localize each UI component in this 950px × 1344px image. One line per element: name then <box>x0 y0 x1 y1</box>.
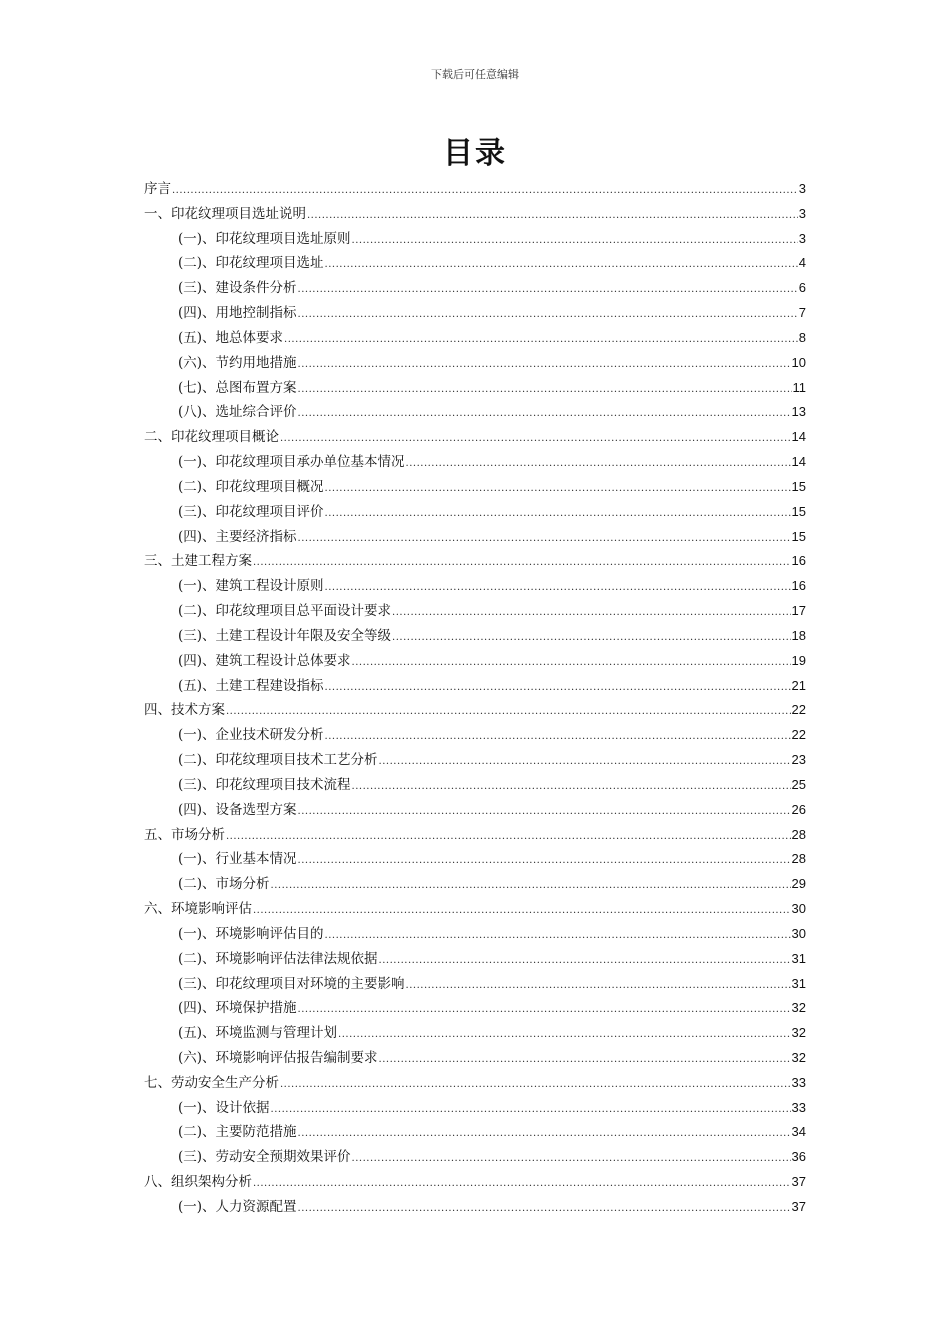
toc-entry[interactable] <box>144 649 806 674</box>
toc-entry[interactable] <box>144 400 806 425</box>
toc-entry-page: 32 <box>791 1049 806 1065</box>
toc-entry-label: (二)、印花纹理项目概况 <box>178 478 324 495</box>
toc-dot-leader <box>352 657 791 668</box>
toc-entry-label: (二)、市场分析 <box>178 876 270 893</box>
toc-entry-page: 16 <box>791 553 806 569</box>
toc-entry-page: 33 <box>791 1074 806 1090</box>
toc-entry[interactable] <box>144 574 806 599</box>
toc-entry-label: 一、印花纹理项目选址说明 <box>144 205 306 222</box>
toc-entry-page: 36 <box>791 1149 806 1165</box>
toc-entry-page: 31 <box>791 975 806 991</box>
toc-entry[interactable] <box>144 351 806 376</box>
toc-dot-leader <box>406 458 791 469</box>
toc-entry-label: (四)、建筑工程设计总体要求 <box>178 652 351 669</box>
toc-entry-label: 三、土建工程方案 <box>144 553 252 570</box>
toc-entry-page: 37 <box>791 1174 806 1190</box>
toc-dot-leader <box>172 185 798 196</box>
toc-dot-leader <box>325 582 791 593</box>
toc-entry-page: 30 <box>791 925 806 941</box>
toc-dot-leader <box>307 210 798 221</box>
toc-dot-leader <box>325 483 791 494</box>
toc-entry-label: 六、环境影响评估 <box>144 901 252 918</box>
toc-entry-page: 19 <box>791 652 806 668</box>
toc-entry[interactable] <box>144 773 806 798</box>
toc-dot-leader <box>379 955 791 966</box>
toc-entry-label: (一)、建筑工程设计原则 <box>178 578 324 595</box>
toc-entry-page: 8 <box>798 329 806 345</box>
toc-entry-page: 15 <box>791 528 806 544</box>
toc-entry-page: 32 <box>791 1025 806 1041</box>
toc-entry-page: 15 <box>791 478 806 494</box>
toc-entry-label: (一)、设计依据 <box>178 1099 270 1116</box>
toc-dot-leader <box>271 1104 791 1115</box>
toc-dot-leader <box>298 806 791 817</box>
toc-entry[interactable] <box>144 227 806 252</box>
toc-entry-label: (一)、印花纹理项目选址原则 <box>178 230 351 247</box>
toc-entry[interactable] <box>144 847 806 872</box>
toc-entry-page: 10 <box>791 354 806 370</box>
toc-entry-page: 14 <box>791 454 806 470</box>
toc-dot-leader <box>406 980 791 991</box>
toc-entry[interactable] <box>144 1071 806 1096</box>
toc-entry-label: (二)、印花纹理项目总平面设计要求 <box>178 603 392 620</box>
toc-entry-page: 33 <box>791 1099 806 1115</box>
toc-dot-leader <box>284 334 798 345</box>
toc-dot-leader <box>379 756 791 767</box>
toc-entry-label: (五)、环境监测与管理计划 <box>178 1025 338 1042</box>
toc-entry-label: (五)、土建工程建设指标 <box>178 677 324 694</box>
toc-entry[interactable] <box>144 500 806 525</box>
toc-entry-label: (二)、印花纹理项目选址 <box>178 255 324 272</box>
toc-entry-page: 18 <box>791 627 806 643</box>
toc-dot-leader <box>325 508 791 519</box>
toc-entry[interactable] <box>144 177 806 202</box>
toc-dot-leader <box>253 1178 791 1189</box>
toc-entry-page: 7 <box>798 305 806 321</box>
toc-dot-leader <box>298 359 791 370</box>
toc-entry[interactable] <box>144 525 806 550</box>
toc-dot-leader <box>392 607 790 618</box>
toc-entry-label: 五、市场分析 <box>144 826 225 843</box>
toc-dot-leader <box>379 1054 791 1065</box>
toc-entry[interactable] <box>144 922 806 947</box>
toc-dot-leader <box>325 930 791 941</box>
toc-entry-page: 28 <box>791 826 806 842</box>
toc-dot-leader <box>298 1203 791 1214</box>
toc-entry[interactable] <box>144 1145 806 1170</box>
toc-entry-page: 28 <box>791 851 806 867</box>
toc-dot-leader <box>298 384 792 395</box>
toc-entry-label: (八)、选址综合评价 <box>178 404 297 421</box>
toc-dot-leader <box>298 855 791 866</box>
toc-dot-leader <box>253 557 791 568</box>
page-title: 目录 <box>443 136 507 171</box>
toc-entry-page: 22 <box>791 702 806 718</box>
toc-entry[interactable] <box>144 823 806 848</box>
toc-entry-page: 14 <box>791 429 806 445</box>
toc-entry-label: (一)、行业基本情况 <box>178 851 297 868</box>
toc-dot-leader <box>352 781 791 792</box>
toc-dot-leader <box>298 1128 791 1139</box>
toc-entry-label: 二、印花纹理项目概论 <box>144 429 279 446</box>
toc-entry[interactable] <box>144 1021 806 1046</box>
toc-entry[interactable] <box>144 599 806 624</box>
toc-entry-page: 15 <box>791 503 806 519</box>
toc-dot-leader <box>280 433 791 444</box>
toc-dot-leader <box>298 309 798 320</box>
toc-entry[interactable] <box>144 996 806 1021</box>
toc-dot-leader <box>325 682 791 693</box>
header-note: 下载后可任意编辑 <box>431 68 519 81</box>
toc-dot-leader <box>338 1029 790 1040</box>
toc-entry[interactable] <box>144 872 806 897</box>
toc-entry[interactable] <box>144 972 806 997</box>
toc-entry-page: 25 <box>791 776 806 792</box>
toc-entry[interactable] <box>144 376 806 401</box>
toc-entry[interactable] <box>144 202 806 227</box>
toc-entry-label: (一)、印花纹理项目承办单位基本情况 <box>178 454 405 471</box>
toc-entry-label: (三)、土建工程设计年限及安全等级 <box>178 627 392 644</box>
toc-entry-page: 6 <box>798 280 806 296</box>
toc-entry-label: (一)、企业技术研发分析 <box>178 727 324 744</box>
toc-dot-leader <box>298 1004 791 1015</box>
toc-dot-leader <box>325 731 791 742</box>
toc-dot-leader <box>226 706 791 717</box>
toc-entry-page: 3 <box>798 205 806 221</box>
toc-entry-label: (三)、印花纹理项目对环境的主要影响 <box>178 975 405 992</box>
toc-entry-label: (四)、主要经济指标 <box>178 528 297 545</box>
toc-entry[interactable] <box>144 748 806 773</box>
toc-entry-page: 13 <box>791 404 806 420</box>
toc-dot-leader <box>280 1079 791 1090</box>
table-of-contents <box>144 177 806 1220</box>
toc-dot-leader <box>352 235 798 246</box>
toc-entry[interactable] <box>144 276 806 301</box>
toc-dot-leader <box>352 1153 791 1164</box>
toc-entry[interactable] <box>144 425 806 450</box>
toc-dot-leader <box>392 632 790 643</box>
toc-entry-label: (四)、环境保护措施 <box>178 1000 297 1017</box>
toc-entry-label: (五)、地总体要求 <box>178 329 284 346</box>
toc-entry[interactable] <box>144 1170 806 1195</box>
toc-entry-page: 26 <box>791 801 806 817</box>
toc-entry[interactable] <box>144 1120 806 1145</box>
toc-entry-page: 21 <box>791 677 806 693</box>
toc-entry-label: 八、组织架构分析 <box>144 1174 252 1191</box>
toc-entry-page: 29 <box>791 876 806 892</box>
toc-entry-label: (三)、劳动安全预期效果评价 <box>178 1149 351 1166</box>
toc-entry-label: 四、技术方案 <box>144 702 225 719</box>
toc-entry-page: 22 <box>791 727 806 743</box>
toc-entry-page: 23 <box>791 752 806 768</box>
toc-dot-leader <box>298 533 791 544</box>
toc-entry-label: (二)、环境影响评估法律法规依据 <box>178 950 378 967</box>
toc-entry[interactable] <box>144 1195 806 1220</box>
toc-entry[interactable] <box>144 251 806 276</box>
toc-dot-leader <box>271 880 791 891</box>
toc-entry[interactable] <box>144 475 806 500</box>
toc-entry[interactable] <box>144 1096 806 1121</box>
toc-entry[interactable] <box>144 947 806 972</box>
toc-entry-label: (四)、用地控制指标 <box>178 305 297 322</box>
toc-entry-page: 16 <box>791 578 806 594</box>
toc-entry-page: 3 <box>798 181 806 196</box>
toc-entry[interactable] <box>144 624 806 649</box>
toc-entry-label: (四)、设备选型方案 <box>178 801 297 818</box>
toc-entry-page: 31 <box>791 950 806 966</box>
toc-entry[interactable] <box>144 798 806 823</box>
toc-entry-label: (三)、印花纹理项目评价 <box>178 503 324 520</box>
toc-entry-label: 序言 <box>144 181 171 197</box>
toc-entry-page: 34 <box>791 1124 806 1140</box>
toc-entry-label: (二)、印花纹理项目技术工艺分析 <box>178 752 378 769</box>
toc-dot-leader <box>298 284 798 295</box>
toc-entry-label: (三)、建设条件分析 <box>178 280 297 297</box>
toc-entry-label: (一)、环境影响评估目的 <box>178 925 324 942</box>
toc-entry-page: 30 <box>791 901 806 917</box>
toc-entry-page: 3 <box>798 230 806 246</box>
toc-entry[interactable] <box>144 326 806 351</box>
toc-entry[interactable] <box>144 897 806 922</box>
toc-entry[interactable] <box>144 674 806 699</box>
toc-entry-label: 七、劳动安全生产分析 <box>144 1074 279 1091</box>
toc-entry[interactable] <box>144 450 806 475</box>
toc-entry[interactable] <box>144 549 806 574</box>
toc-entry-label: (六)、节约用地措施 <box>178 354 297 371</box>
toc-dot-leader <box>325 259 798 270</box>
toc-entry-label: (六)、环境影响评估报告编制要求 <box>178 1049 378 1066</box>
toc-dot-leader <box>253 905 791 916</box>
toc-dot-leader <box>226 831 791 842</box>
toc-entry-label: (一)、人力资源配置 <box>178 1198 297 1215</box>
toc-entry-label: (二)、主要防范措施 <box>178 1124 297 1141</box>
toc-entry-label: (三)、印花纹理项目技术流程 <box>178 776 351 793</box>
toc-entry[interactable] <box>144 698 806 723</box>
toc-entry-page: 4 <box>798 255 806 271</box>
toc-entry-label: (七)、总图布置方案 <box>178 379 297 396</box>
toc-entry-page: 11 <box>792 379 806 395</box>
toc-entry[interactable] <box>144 1046 806 1071</box>
toc-dot-leader <box>298 408 791 419</box>
toc-entry-page: 17 <box>791 603 806 619</box>
toc-entry[interactable] <box>144 723 806 748</box>
toc-entry-page: 37 <box>791 1198 806 1214</box>
toc-entry[interactable] <box>144 301 806 326</box>
toc-entry-page: 32 <box>791 1000 806 1016</box>
